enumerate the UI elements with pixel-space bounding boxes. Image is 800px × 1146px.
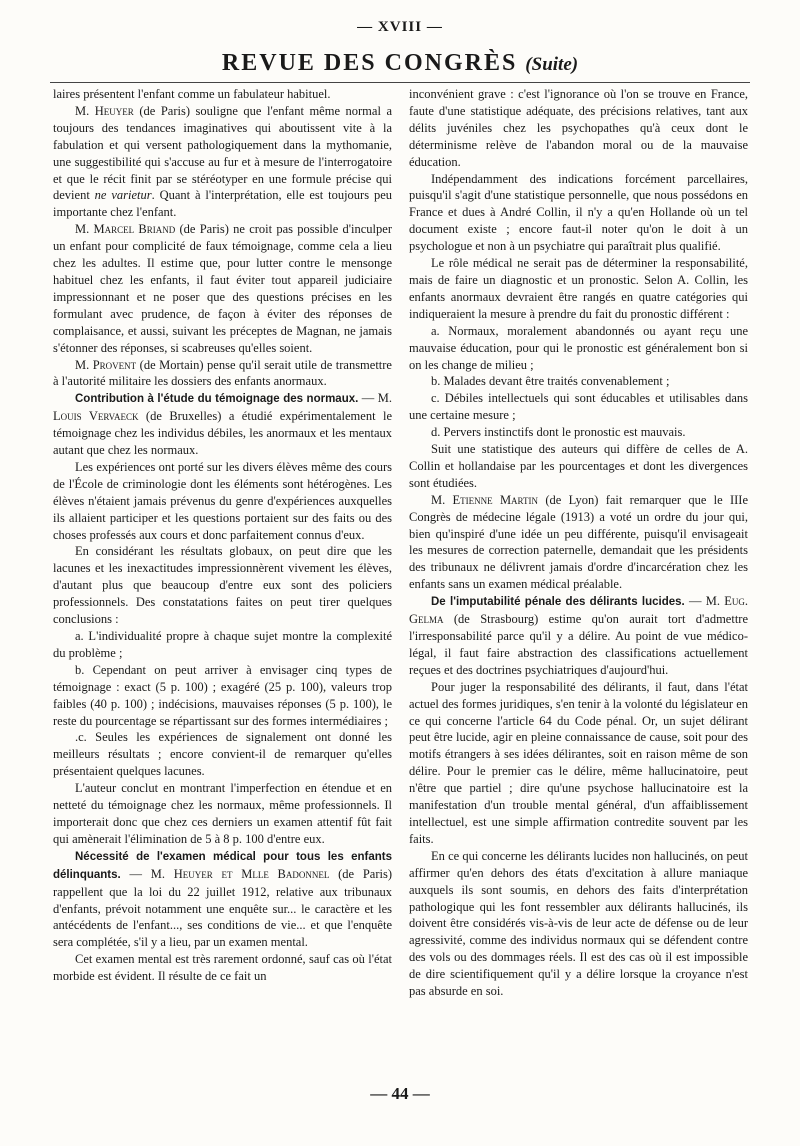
paragraph-text: (de Bruxelles) a étudié expérimentalement le témoignage chez les individus débiles, les anormaux et les mentaux autant que chez les normaux.: [53, 409, 393, 458]
paragraph: Le rôle médical ne serait pas de déterminer la responsabilité, mais de faire un diagnostic et un pronostic. Selon A. Collin, les enfants anormaux devraient être rangés en quatre catégories qui indiqueraient la mesure à prendre du fait du pronostic différent :: [409, 256, 748, 321]
paragraph: Les expériences ont porté sur les divers élèves même des cours de l'École de criminologie dont les éléments sont hétérogènes. Les élèves n'étaient jamais prévenus du genre d'expériences auxquelles ils allaient participer et les questions portaient sur des faits ou des choses professés aux cours et donc parfaitement connus d'eux.: [53, 459, 392, 542]
title-text: REVUE DES CONGRÈS: [221, 50, 518, 76]
list-item: d. Pervers instinctifs dont le pronostic est mauvais.: [431, 425, 686, 440]
author-name: M. Marcel Briand: [75, 222, 176, 237]
paragraph: inconvénient grave : c'est l'ignorance où l'on se trouve en France, faute d'une statistique adéquate, des précisions relatives, tant aux délits juvéniles chez les psychopathes qu'à ceux dont le déterminisme relève de l'abandon moral ou de la mauvaise éducation.: [409, 87, 748, 169]
paragraph-text: (de Lyon) fait remarquer que le IIIe Congrès de médecine légale (1913) a voté un ordre du jour qui, bien qu'inspiré d'une idée un peu différente, puisqu'il envisageait les mesures de correction paternelle, demandait que les présidents des tribunaux ne délivrent jamais d'ordre d'incarcération chez les enfants sans un examen médical préalable.: [409, 492, 749, 592]
paragraph: [53, 221, 392, 356]
author-name: M. Provent: [75, 357, 137, 372]
paragraph: Suit une statistique des auteurs qui diffère de celles de A. Collin et hollandaise par les pourcentages et dont les divergences sont étudiées.: [409, 442, 748, 490]
paragraph-text: (de Paris) ne croit pas possible d'inculper un enfant pour complicité de faux témoignage, comme cela a lieu chez les adultes. Il estime que, pour lutter contre le mensonge habituel chez les enfants, il faut éviter tout appareil judiciaire impressionnant et ne poser que des questions précises en les formulant avec prudence, de façon à éviter des réponses de complaisance, et aussi, suivant les préceptes de Magnan, ne jamais s'étonner des réponses, si scabreuses qu'elles soient.: [53, 222, 392, 355]
list-item: b. Malades devant être traités convenablement ;: [431, 374, 670, 389]
paragraph-text: (de Mortain) pense qu'il serait utile de transmettre à l'autorité militaire les dossiers des enfants anormaux.: [53, 357, 392, 389]
section-heading: Nécessité de l'examen médical pour tous les enfants délinquants.: [53, 850, 392, 881]
paragraph-text: . Quant à l'interprétation, elle est toujours peu importante chez l'enfant.: [53, 188, 392, 220]
paragraph: Cet examen mental est très rarement ordonné, sauf cas où l'état morbide est évident. Il résulte de ce fait un: [53, 952, 392, 984]
title-suite: (Suite): [525, 54, 579, 75]
list-item: a. Normaux, moralement abandonnés ou ayant reçu une mauvaise éducation, pour qui le pronostic est généralement bon si on les change de milieu ;: [409, 323, 748, 372]
author-name: — M. Eug. Gelma: [409, 594, 749, 627]
author-name: — M. Louis Vervaeck: [53, 391, 392, 424]
paragraph: Indépendamment des indications forcément parcellaires, puisqu'il s'agit d'une statistique personnelle, que nous possédons en France et dues à André Collin, il n'y a qu'en Hollande où un tel document existe ; encore faut-il noter qu'on le doit à un psychologue et non à un psychiatre qui paraîtrait plus qualifié.: [409, 171, 748, 254]
section-paragraph: [53, 848, 392, 951]
list-item: a. L'individualité propre à chaque sujet montre la complexité du problème ;: [53, 629, 392, 660]
paragraph: L'auteur conclut en montrant l'imperfection en étendue et en netteté du témoignage chez les normaux, même professionnels. Il importerait donc que chez ces derniers un examen attentif fût fait qui amènerait l'élimination de 5 à 8 p. 100 d'entre eux.: [53, 781, 392, 846]
page-number: — 44 —: [370, 1084, 430, 1103]
page-title: [0, 50, 800, 77]
author-name: M. Etienne Martin: [431, 492, 539, 507]
section-heading: Contribution à l'étude du témoignage des normaux.: [75, 393, 359, 406]
paragraph-text: (de Paris) souligne que l'enfant même normal a toujours des tendances imaginatives qui aboutissent vite à la fabulation et qui versent pathologiquement dans la mythomanie, une suggestibilité qui s'accuse au fur et à mesure de l'interrogatoire et que le récit finit par se stéréotyper en une formule précise qui devient: [53, 103, 393, 203]
right-column: [409, 86, 748, 1000]
paragraph: [409, 492, 748, 593]
header-rule: [50, 82, 750, 83]
section-heading: De l'imputabilité pénale des délirants lucides.: [431, 596, 685, 609]
list-item: .c. Seules les expériences de signalement ont donné les meilleurs résultats ; encore convient-il de remarquer qu'elles présentaient quelques lacunes.: [53, 730, 392, 779]
paragraph: Pour juger la responsabilité des délirants, il faut, dans l'état actuel des formes juridiques, s'en tenir à la volonté du législateur en ce qui concerne l'article 64 du Code pénal. Or, un sujet délirant peut être lucide, agir en pleine connaissance de cause, soit pour des motifs étrangers à ses idées délirantes, soit en raison même de son délire. Pour le premier cas le délire, même hallucinatoire, peut n'être que partiel ; dire qu'une psychose hallucinatoire est la manifestation d'un trouble mental général, d'un affaiblissement intellectuel, est une simple affirmation contredite souvent par les faits.: [409, 679, 748, 846]
latin-phrase: ne varietur: [94, 188, 152, 203]
paragraph: [53, 357, 392, 391]
author-name: M. Heuyer: [75, 103, 134, 118]
paragraph: En considérant les résultats globaux, on peut dire que les lacunes et les inexactitudes impressionnèrent vivement les élèves, d'autant plus que beaucoup d'entre eux sont des policiers professionnels. Des constatations faites on peut tirer quelques conclusions :: [53, 544, 392, 627]
author-name: — M. Heuyer et Mlle Badonnel: [120, 866, 330, 881]
list-item: b. Cependant on peut arriver à envisager cinq types de témoignage : exact (5 p. 100) ; exagéré (25 p. 100), valeurs trop faibles (40 p. 100) ; indécisions, mauvaises réponses (5 p. 100), le reste du pourcentage se répartissant sur des formes intermédiaires ;: [53, 662, 392, 728]
paragraph: En ce qui concerne les délirants lucides non hallucinés, on peut affirmer qu'en dehors des états d'excitation à allure maniaque auxquels ils sont soumis, en dehors des faits d'interprétation pathologique qui les font ressembler aux délirants hallucinés, ils doivent être considérés vis-à-vis de leur acte de défense ou de leur agressivité, comme des individus normaux qui se défendent contre des vols ou des dommages réels. Il est des cas où il est impossible de dire scientifiquement qu'il y a délire lorsque la croyance n'est pas absurde en soi.: [409, 848, 748, 999]
page-number-roman: — XVIII —: [357, 19, 443, 35]
paragraph: [53, 103, 392, 221]
section-paragraph: [409, 593, 748, 679]
section-paragraph: [53, 390, 392, 459]
list-item: c. Débiles intellectuels qui sont éducables et utilisables dans une certaine mesure ;: [409, 391, 748, 423]
left-column: [53, 86, 392, 985]
paragraph-text: (de Paris) rappellent que la loi du 22 juillet 1912, relative aux tribunaux d'enfants, prévoit notamment une enquête sur... le caractère et les antécédents de l'enfant..., ses conditions de vie... et que l'enquête sera complétée, s'il y a lieu, par un examen mental.: [53, 866, 392, 950]
paragraph: laires présentent l'enfant comme un fabulateur habituel.: [53, 87, 331, 101]
paragraph-text: (de Strasbourg) estime qu'on aurait tort d'admettre l'irresponsabilité parce qu'il y a délire. Au point de vue médico-légal, il faut faire abstraction des classifications actuellement reçues et des doctrines psychiatriques d'aujourd'hui.: [409, 612, 748, 677]
